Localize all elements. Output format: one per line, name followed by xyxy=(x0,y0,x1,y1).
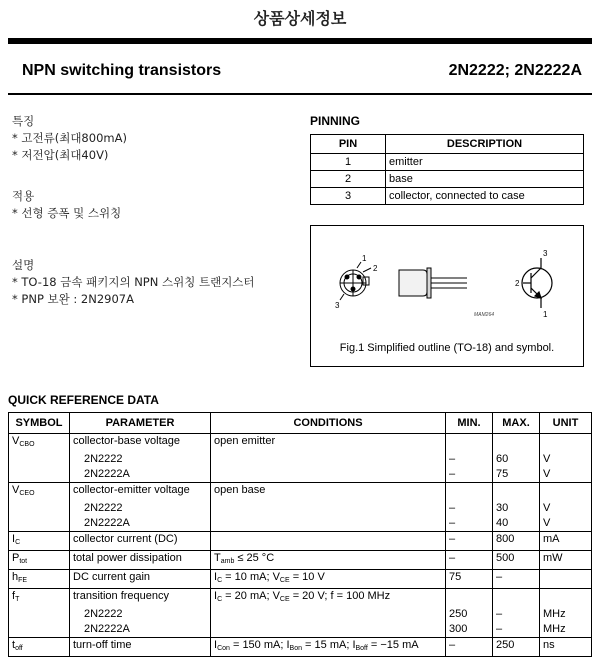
figure-caption: Fig.1 Simplified outline (TO-18) and symbol. xyxy=(339,342,555,354)
symbol-subscript: C xyxy=(15,539,21,546)
symbol-cell xyxy=(9,434,70,453)
pinning-table xyxy=(310,134,584,205)
table-row xyxy=(311,171,584,188)
description-header: DESCRIPTION xyxy=(386,135,584,154)
application-block xyxy=(12,188,121,222)
symbol-pin-1: 1 xyxy=(543,310,548,319)
symbol-letter: V xyxy=(12,484,20,496)
unit-cell xyxy=(540,589,592,608)
table-row xyxy=(9,570,592,589)
symbol-subscript: T xyxy=(15,596,20,603)
to18-outline-and-symbol xyxy=(311,226,583,336)
pin-number: 3 xyxy=(311,188,386,205)
pinning-title: PINNING xyxy=(310,114,361,128)
outline-pin-3: 3 xyxy=(335,301,340,310)
pin-number: 2 xyxy=(311,171,386,188)
parameter-cell: 2N2222 xyxy=(70,607,211,622)
parameter-cell: 2N2222A xyxy=(70,467,211,483)
min-cell: – xyxy=(446,501,493,516)
symbol-pin-3: 3 xyxy=(543,249,548,258)
max-cell: 30 xyxy=(493,501,540,516)
min-cell: 300 xyxy=(446,622,493,638)
feature-item: * 저전압(최대40V) xyxy=(12,148,109,162)
part-numbers: 2N2222; 2N2222A xyxy=(448,62,582,79)
feature-item: * 고전류(최대800mA) xyxy=(12,131,127,145)
conditions-cell xyxy=(211,452,446,467)
symbol-subscript: tot xyxy=(19,558,28,565)
unit-cell: mW xyxy=(540,551,592,570)
symbol-header: SYMBOL xyxy=(9,413,70,434)
max-cell xyxy=(493,434,540,453)
symbol-cell xyxy=(9,551,70,570)
unit-cell: V xyxy=(540,452,592,467)
conditions-cell: open base xyxy=(211,483,446,502)
conditions-cell: $I_C = 20$ mA; $V_{CE} = 20$ V; f = 100 MHz xyxy=(211,589,446,608)
table-row xyxy=(9,452,592,467)
figure-code: MAM264 xyxy=(474,312,495,318)
min-cell: 75 xyxy=(446,570,493,589)
max-cell xyxy=(493,483,540,502)
unit-cell: ns xyxy=(540,638,592,657)
symbol-subscript: FE xyxy=(18,577,28,584)
unit-cell: mA xyxy=(540,532,592,551)
table-row xyxy=(311,154,584,171)
max-cell: – xyxy=(493,622,540,638)
unit-cell xyxy=(540,570,592,589)
symbol-cell xyxy=(9,501,70,516)
pin-description: collector, connected to case xyxy=(386,188,584,205)
table-row xyxy=(9,501,592,516)
conditions-header: CONDITIONS xyxy=(211,413,446,434)
conditions-cell xyxy=(211,516,446,532)
symbol-cell xyxy=(9,607,70,622)
table-row xyxy=(9,622,592,638)
unit-cell: V xyxy=(540,501,592,516)
parameter-cell: collector-emitter voltage xyxy=(70,483,211,502)
symbol-subscript: CBO xyxy=(19,441,35,448)
min-cell: – xyxy=(446,532,493,551)
pin-header: PIN xyxy=(311,135,386,154)
quick-reference-table xyxy=(8,412,592,657)
unit-cell: V xyxy=(540,516,592,532)
outline-pin-1: 1 xyxy=(362,254,367,263)
min-cell: – xyxy=(446,551,493,570)
parameter-header: PARAMETER xyxy=(70,413,211,434)
table-row xyxy=(9,607,592,622)
symbol-subscript: CEO xyxy=(19,490,35,497)
top-divider xyxy=(8,38,592,44)
unit-cell: MHz xyxy=(540,622,592,638)
symbol-cell xyxy=(9,638,70,657)
description-item: * PNP 보완 : 2N2907A xyxy=(12,292,134,306)
parameter-cell: collector-base voltage xyxy=(70,434,211,453)
conditions-cell xyxy=(211,532,446,551)
table-row xyxy=(311,188,584,205)
min-cell: – xyxy=(446,452,493,467)
page-heading: 상품상세정보 xyxy=(253,9,347,28)
symbol-letter: I xyxy=(12,533,16,545)
symbol-cell xyxy=(9,622,70,638)
table-row xyxy=(9,551,592,570)
min-cell: – xyxy=(446,467,493,483)
pin-description: emitter xyxy=(386,154,584,171)
symbol-letter: f xyxy=(12,590,16,602)
conditions-cell: $I_C = 10$ mA; $V_{CE} = 10$ V xyxy=(211,570,446,589)
description-block xyxy=(12,257,255,308)
description-item: * TO-18 금속 패키지의 NPN 스위칭 트랜지스터 xyxy=(12,275,255,289)
package-bottom-view xyxy=(340,262,371,300)
table-row xyxy=(9,589,592,608)
symbol-letter: h xyxy=(12,571,19,583)
min-cell: 250 xyxy=(446,607,493,622)
symbol-letter: P xyxy=(12,552,20,564)
table-row xyxy=(9,516,592,532)
parameter-cell: 2N2222A xyxy=(70,516,211,532)
parameter-cell: 2N2222 xyxy=(70,501,211,516)
min-cell: – xyxy=(446,516,493,532)
unit-cell: MHz xyxy=(540,607,592,622)
symbol-cell xyxy=(9,589,70,608)
symbol-subscript: off xyxy=(15,645,23,652)
unit-cell xyxy=(540,434,592,453)
symbol-letter: t xyxy=(12,639,16,651)
description-heading: 설명 xyxy=(12,258,35,272)
table-row xyxy=(9,638,592,657)
conditions-cell: open emitter xyxy=(211,434,446,453)
table-row xyxy=(9,483,592,502)
title-divider xyxy=(8,93,592,95)
min-header: MIN. xyxy=(446,413,493,434)
symbol-cell xyxy=(9,452,70,467)
conditions-cell xyxy=(211,622,446,638)
table-row xyxy=(9,434,592,453)
unit-cell: V xyxy=(540,467,592,483)
conditions-cell xyxy=(211,501,446,516)
symbol-cell xyxy=(9,532,70,551)
qrd-title: QUICK REFERENCE DATA xyxy=(8,393,159,407)
pin-number: 1 xyxy=(311,154,386,171)
parameter-cell: total power dissipation xyxy=(70,551,211,570)
parameter-cell: turn-off time xyxy=(70,638,211,657)
min-cell xyxy=(446,434,493,453)
parameter-cell: DC current gain xyxy=(70,570,211,589)
max-cell: 75 xyxy=(493,467,540,483)
max-cell: 60 xyxy=(493,452,540,467)
pin-description: base xyxy=(386,171,584,188)
symbol-cell xyxy=(9,570,70,589)
max-cell: 500 xyxy=(493,551,540,570)
table-row xyxy=(9,467,592,483)
max-cell xyxy=(493,589,540,608)
package-side-view xyxy=(399,268,467,298)
conditions-cell xyxy=(211,607,446,622)
conditions-cell: $I_{Con} = 150$ mA; $I_{Bon} = 15$ mA; $I_{Boff} = -15$ mA xyxy=(211,638,446,657)
document-title: NPN switching transistors xyxy=(22,62,222,79)
features-block xyxy=(12,113,127,164)
min-cell: – xyxy=(446,638,493,657)
max-cell: 800 xyxy=(493,532,540,551)
min-cell xyxy=(446,589,493,608)
application-heading: 적용 xyxy=(12,189,35,203)
conditions-cell: $T_{amb} \le 25$ °C xyxy=(211,551,446,570)
npn-transistor-symbol xyxy=(522,258,552,308)
parameter-cell: collector current (DC) xyxy=(70,532,211,551)
symbol-cell xyxy=(9,516,70,532)
symbol-pin-2: 2 xyxy=(515,279,520,288)
unit-header: UNIT xyxy=(540,413,592,434)
parameter-cell: 2N2222A xyxy=(70,622,211,638)
max-cell: 40 xyxy=(493,516,540,532)
max-cell: – xyxy=(493,570,540,589)
symbol-cell xyxy=(9,467,70,483)
outline-pin-2: 2 xyxy=(373,264,378,273)
conditions-cell xyxy=(211,467,446,483)
max-cell: 250 xyxy=(493,638,540,657)
parameter-cell: 2N2222 xyxy=(70,452,211,467)
unit-cell xyxy=(540,483,592,502)
parameter-cell: transition frequency xyxy=(70,589,211,608)
max-header: MAX. xyxy=(493,413,540,434)
features-heading: 특징 xyxy=(12,114,35,128)
min-cell xyxy=(446,483,493,502)
table-row xyxy=(9,532,592,551)
symbol-cell xyxy=(9,483,70,502)
max-cell: – xyxy=(493,607,540,622)
application-item: * 선형 증폭 및 스위칭 xyxy=(12,206,122,220)
figure-box xyxy=(310,225,584,367)
symbol-letter: V xyxy=(12,435,20,447)
